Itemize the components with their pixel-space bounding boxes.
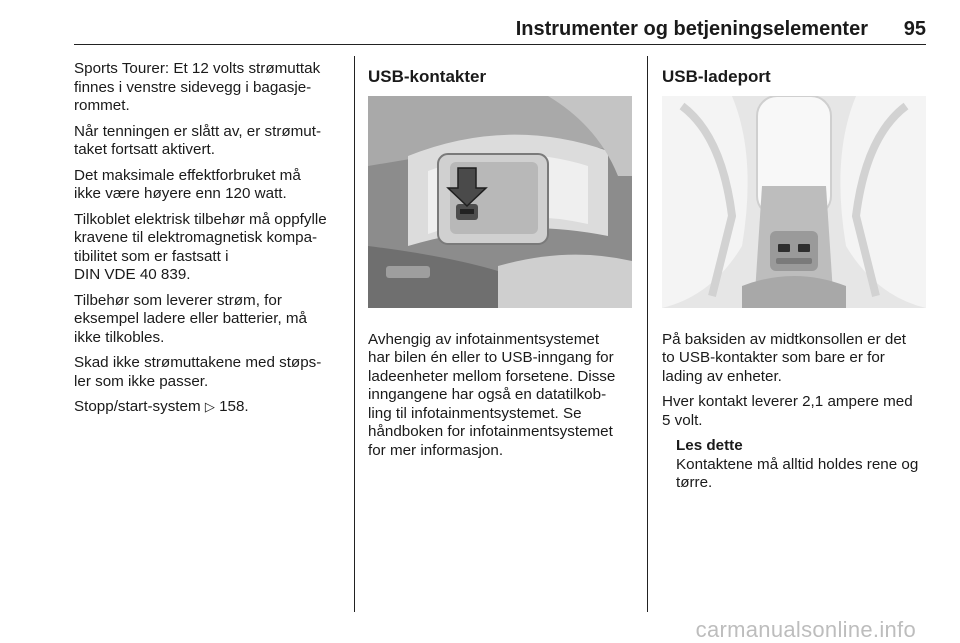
page-header xyxy=(74,14,926,45)
text-line: har bilen én eller to USB-inngang for xyxy=(368,349,614,366)
watermark-text: carmanualsonline.info xyxy=(695,617,916,642)
page-title: Instrumenter og betjeningselementer xyxy=(515,18,868,40)
text-line: håndboken for infotainmentsystemet xyxy=(368,423,613,440)
paragraph xyxy=(662,331,926,387)
text-line: finnes i venstre sidevegg i bagasje- xyxy=(74,78,312,96)
column-left xyxy=(74,60,346,424)
usb-rear-port-image xyxy=(662,96,926,308)
note-title: Les dette xyxy=(676,437,743,454)
xref-text: Stopp/start-system xyxy=(74,398,201,415)
paragraph xyxy=(74,292,346,348)
text-line: tørre. xyxy=(676,474,713,491)
column-divider-1 xyxy=(354,56,355,612)
xref-arrow-icon: ▷ xyxy=(204,399,215,414)
text-line: Hver kontakt leverer 2,1 ampere med xyxy=(662,393,913,410)
text-line: tibilitet som er fastsatt i xyxy=(74,247,229,265)
text-line: ler som ikke passer. xyxy=(74,372,209,390)
text-line: taket fortsatt aktivert. xyxy=(74,141,215,158)
page-number: 95 xyxy=(903,18,926,40)
text-line: Kontaktene må alltid holdes rene og xyxy=(676,455,919,473)
text-line: lading av enheter. xyxy=(662,367,782,385)
text-line: ikke være høyere enn 120 watt. xyxy=(74,185,287,202)
text-line: DIN VDE 40 839. xyxy=(74,266,191,283)
text-line: Det maksimale effektforbruket må xyxy=(74,166,301,184)
text-line: På baksiden av midtkonsollen er det xyxy=(662,330,906,348)
paragraph xyxy=(74,60,346,116)
text-line: 5 volt. xyxy=(662,411,703,429)
text-line: Skad ikke strømuttakene med støps- xyxy=(74,354,322,371)
text-line: rommet. xyxy=(74,97,130,114)
text-line: Sports Tourer: Et 12 volts strømuttak xyxy=(74,60,321,77)
text-line: eksempel ladere eller batterier, må xyxy=(74,310,307,327)
section-heading-usb-ladeport: USB-ladeport xyxy=(662,67,771,86)
text-line: Tilbehør som leverer strøm, for xyxy=(74,291,282,309)
paragraph xyxy=(74,211,346,285)
paragraph xyxy=(74,354,346,391)
text-line: to USB-kontakter som bare er for xyxy=(662,349,885,366)
paragraph xyxy=(662,393,926,430)
text-line: Når tenningen er slått av, er strømut- xyxy=(74,122,322,140)
text-line: inngangene har også en datatilkob- xyxy=(368,386,607,403)
section-heading-usb-kontakter: USB-kontakter xyxy=(368,67,487,86)
note-box xyxy=(676,437,926,493)
text-line: Tilkoblet elektrisk tilbehør må oppfylle xyxy=(74,210,327,228)
paragraph xyxy=(74,167,346,204)
text-line: ladeenheter mellom forsetene. Disse xyxy=(368,367,616,385)
paragraph xyxy=(368,331,632,461)
text-line: ikke tilkobles. xyxy=(74,328,165,346)
cross-reference[interactable] xyxy=(74,398,346,417)
footer-watermark xyxy=(0,615,960,642)
text-line: ling til infotainmentsystemet. Se xyxy=(368,404,582,422)
xref-page[interactable]: 158. xyxy=(219,398,249,415)
text-line: kravene til elektromagnetisk kompa- xyxy=(74,229,318,246)
usb-console-image xyxy=(368,96,632,308)
text-line: for mer informasjon. xyxy=(368,441,504,459)
paragraph xyxy=(74,123,346,160)
text-line: Avhengig av infotainmentsystemet xyxy=(368,330,600,348)
column-divider-2 xyxy=(647,56,648,612)
